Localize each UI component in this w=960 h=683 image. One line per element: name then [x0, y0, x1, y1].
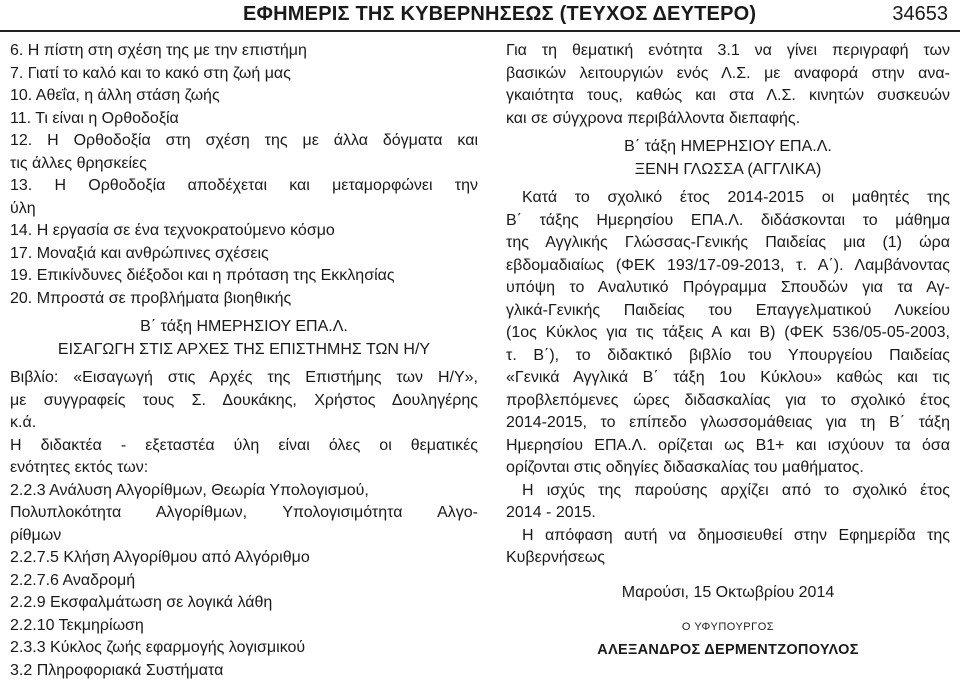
paragraph-line: εβδομαδιαίως (ΦΕΚ 193/17-09-2013, τ. Α΄). Λαμβάνοντας	[506, 256, 950, 274]
syllabus-line: 2.2.3 Ανάλυση Αλγορίθμων, Θεωρία Υπολογισμού,	[10, 481, 369, 499]
topic-item-continuation: ύλη	[10, 199, 36, 217]
book-line: κ.ά.	[10, 414, 37, 431]
topic-item: 19. Επικίνδυνες διέξοδοι και η πρόταση της Εκκλησίας	[10, 267, 395, 284]
intro-paragraph	[506, 40, 950, 130]
validity-paragraph	[506, 480, 950, 525]
syllabus-line: 2.2.7.5 Κλήση Αλγορίθμου από Αλγόριθμο	[10, 549, 310, 566]
paragraph-line: Κυβερνήσεως	[506, 549, 605, 566]
right-column	[506, 40, 950, 661]
syllabus-line: Η διδακτέα - εξεταστέα ύλη είναι όλες οι θεματικές	[10, 436, 478, 454]
topic-item-continuation: τις άλλες θρησκείες	[10, 154, 147, 172]
gazette-title: ΕΦΗΜΕΡΙΣ ΤΗΣ ΚΥΒΕΡΝΗΣΕΩΣ (ΤΕΥΧΟΣ ΔΕΥΤΕΡΟ)	[243, 3, 757, 25]
section-heading: Β΄ τάξη ΗΜΕΡΗΣΙΟΥ ΕΠΑ.Λ.	[624, 138, 832, 155]
paragraph-line: της Αγγλικής Γλώσσας-Γενικής Παιδείας μια (1) ώρα	[506, 234, 950, 251]
syllabus-line: 2.3.3 Κύκλος ζωής εφαρμογής λογισμικού	[10, 639, 306, 656]
topics-list	[10, 40, 478, 310]
paragraph-line: τ. Β΄), το διδακτικό βιβλίο του Υπουργείου Παιδείας	[506, 346, 950, 364]
paragraph-line: Η απόφαση αυτή να δημοσιευθεί στην Εφημερίδα της	[522, 526, 950, 544]
paragraph-line: γλικά-Γενικής Παιδείας του Επαγγελματικού Λυκείου	[506, 301, 950, 319]
syllabus-block	[10, 435, 478, 683]
topic-item: 14. Η εργασία σε ένα τεχνοκρατούμενο κόσμο	[10, 222, 335, 239]
paragraph-line: και σε σύγχρονα περιβάλλοντα διεπαφής.	[506, 109, 801, 127]
topic-item: 7. Γιατί το καλό και το κακό στη ζωή μας	[10, 64, 291, 82]
signatory-title: Ο ΥΦΥΠΟΥΡΓΟΣ	[681, 621, 775, 633]
paragraph-line: ορίζονται στις οδηγίες διδασκαλίας του μαθήματος.	[506, 459, 864, 476]
syllabus-line: 2.2.7.6 Αναδρομή	[10, 571, 136, 589]
paragraph-line: βασικών λειτουργιών ενός Λ.Σ. με αναφορά στην ανα-	[506, 64, 950, 82]
book-reference	[10, 367, 478, 435]
signatory-name: ΑΛΕΞΑΝΔΡΟΣ ΔΕΡΜΕΝΤΖΟΠΟΥΛΟΣ	[597, 641, 859, 658]
paragraph-line: «Γενικά Αγγλικά Β΄ τάξη 1ου Κύκλου» καθώς και τις	[506, 369, 950, 386]
book-line: με συγγραφείς τους Σ. Δουκάκης, Χρήστος Δουληγέρης	[10, 391, 478, 409]
paragraph-line: 2014 - 2015.	[506, 504, 596, 521]
syllabus-line: ενότητες εκτός των:	[10, 459, 149, 476]
syllabus-line: ρίθμων	[10, 526, 62, 544]
paragraph-line: Κατά το σχολικό έτος 2014-2015 οι μαθητές της	[522, 189, 950, 206]
subject-heading: ΞΕΝΗ ΓΛΩΣΣΑ (ΑΓΓΛΙΚΑ)	[634, 160, 822, 178]
paragraph-line: 2014-2015, το επίπεδο γλωσσομάθειας για τη Β΄ τάξη	[506, 414, 950, 431]
paragraph-line: γκαιότητα τους, καθώς και στα Λ.Σ. κινητών συσκευών	[506, 87, 950, 104]
page-number: 34653	[892, 3, 948, 25]
book-line: Βιβλίο: «Εισαγωγή στις Αρχές της Επιστήμης των Η/Υ»,	[10, 369, 478, 386]
paragraph-line: Για τη θεματική ενότητα 3.1 να γίνει περιγραφή των	[506, 42, 950, 59]
syllabus-line: 3.2 Πληροφοριακά Συστήματα	[10, 661, 224, 679]
paragraph-line: προβλεπόμενες ώρες διδασκαλίας για το σχολικό έτος	[506, 391, 950, 409]
topic-item: 11. Τι είναι η Ορθοδοξία	[10, 109, 179, 127]
topic-item: 10. Αθεΐα, η άλλη στάση ζωής	[10, 87, 220, 104]
topic-item: 6. Η πίστη στη σχέση της με την επιστήμη	[10, 42, 307, 59]
syllabus-line: Πολυπλοκότητα Αλγορίθμων, Υπολογισιμότητα Αλγο-	[10, 504, 478, 521]
date-line: Μαρούσι, 15 Οκτωβρίου 2014	[621, 583, 835, 601]
paragraph-line: (1ος Κύκλος για τις τάξεις Α και Β) (ΦΕΚ 536/05-05-2003,	[506, 324, 950, 341]
topic-item: 20. Μπροστά σε προβλήματα βιοηθικής	[10, 289, 292, 307]
topic-item: 13. Η Ορθοδοξία αποδέχεται και μεταμορφώνει την	[10, 177, 478, 194]
english-paragraph	[506, 187, 950, 480]
paragraph-line: Β΄ τάξης Ημερησίου ΕΠΑ.Λ. διδάσκονται το μάθημα	[506, 211, 950, 229]
left-column	[10, 40, 478, 682]
publication-paragraph	[506, 525, 950, 570]
topic-item: 17. Μοναξιά και ανθρώπινες σχέσεις	[10, 244, 269, 262]
header-divider	[0, 30, 960, 32]
section-heading: Β΄ τάξη ΗΜΕΡΗΣΙΟΥ ΕΠΑ.Λ.	[140, 318, 348, 335]
paragraph-line: υπόψη το Αναλυτικό Πρόγραμμα Σπουδών για τα Αγ-	[506, 279, 950, 296]
topic-item: 12. Η Ορθοδοξία στη σχέση της με άλλα δόγματα και	[10, 132, 478, 149]
subject-heading: ΕΙΣΑΓΩΓΗ ΣΤΙΣ ΑΡΧΕΣ ΤΗΣ ΕΠΙΣΤΗΜΗΣ ΤΩΝ Η/Υ	[57, 340, 431, 358]
paragraph-line: Η ισχύς της παρούσης αρχίζει από το σχολικό έτος	[522, 481, 950, 499]
page-header	[0, 0, 960, 30]
paragraph-line: Ημερησίου ΕΠΑ.Λ. ορίζεται ως Β1+ και ισχύουν τα όσα	[506, 436, 950, 454]
syllabus-line: 2.2.10 Τεκμηρίωση	[10, 616, 144, 634]
syllabus-line: 2.2.9 Εκσφαλμάτωση σε λογικά λάθη	[10, 594, 273, 611]
